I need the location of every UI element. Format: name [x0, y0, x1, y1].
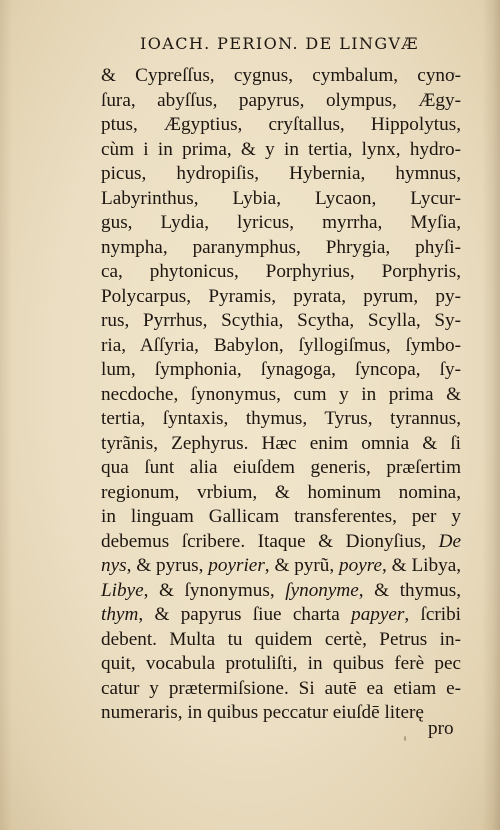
- text-segment: debemus ſcribere. Itaque & Dionyſius,: [101, 530, 439, 552]
- text-line: [101, 701, 461, 726]
- text-line: [101, 187, 461, 212]
- text-line: [101, 285, 461, 310]
- text-line: [101, 162, 461, 187]
- italic-word: De: [438, 530, 461, 552]
- text-segment: Polycarpus, Pyramis, pyrata, pyrum, py-: [101, 285, 461, 307]
- text-line: [101, 138, 461, 163]
- text-line: [101, 677, 461, 702]
- text-line: [101, 236, 461, 261]
- text-segment: , & papyrus ſiue charta: [138, 604, 352, 625]
- text-line: [101, 628, 461, 653]
- text-line: [101, 89, 461, 114]
- text-segment: catur y prætermiſsione. Si autē ea etiam e-: [101, 677, 461, 699]
- text-line: [101, 554, 461, 579]
- text-segment: ptus, Ægyptius, cryſtallus, Hippolytus,: [101, 114, 461, 135]
- text-line: [101, 432, 461, 457]
- text-segment: necdoche, ſynonymus, cum y in prima &: [101, 383, 461, 405]
- text-line: [101, 334, 461, 359]
- gutter-shadow: [0, 0, 12, 830]
- text-segment: , & Libya,: [382, 555, 462, 576]
- ink-speck: [404, 736, 406, 741]
- text-line: [101, 113, 461, 138]
- text-segment: rus, Pyrrhus, Scythia, Scytha, Scylla, Sy-: [101, 310, 461, 331]
- text-line: [101, 211, 461, 236]
- running-head: IOACH. PERION. DE LINGVÆ: [140, 34, 419, 53]
- italic-word: nys: [101, 555, 127, 576]
- text-line: [101, 652, 461, 677]
- text-segment: tertia, ſyntaxis, thymus, Tyrus, tyrannus,: [101, 408, 461, 429]
- text-segment: debent. Multa tu quidem certè, Petrus in-: [101, 628, 461, 650]
- text-segment: numeraris, in quibus peccatur eiuſdē literę: [101, 702, 424, 723]
- text-segment: qua ſunt alia eiuſdem generis, præſertim: [101, 457, 461, 478]
- text-segment: tyrãnis, Zephyrus. Hæc enim omnia & ſi: [101, 432, 461, 454]
- text-segment: Labyrinthus, Lybia, Lycaon, Lycur-: [101, 187, 461, 209]
- text-segment: lum, ſymphonia, ſynagoga, ſyncopa, ſy-: [101, 359, 461, 380]
- text-segment: , & thymus,: [358, 579, 461, 601]
- text-segment: ria, Aſſyria, Babylon, ſyllogiſmus, ſymbo-: [101, 334, 461, 356]
- text-segment: , & ſynonymus,: [143, 579, 286, 601]
- text-segment: gus, Lydia, lyricus, myrrha, Myſia,: [101, 212, 461, 233]
- text-segment: quit, vocabula protuliſti, in quibus ferè pec: [101, 653, 461, 674]
- text-line: [101, 64, 461, 89]
- text-line: [101, 358, 461, 383]
- text-segment: picus, hydropiſis, Hybernia, hymnus,: [101, 163, 461, 184]
- text-segment: ca, phytonicus, Porphyrius, Porphyris,: [101, 261, 461, 282]
- text-line: [101, 309, 461, 334]
- text-line: [101, 505, 461, 530]
- text-segment: cùm i in prima, & y in tertia, lynx, hydro-: [101, 138, 461, 160]
- body-text: [101, 64, 461, 726]
- text-segment: ſura, abyſſus, papyrus, olympus, Ægy-: [101, 89, 461, 111]
- text-line: [101, 260, 461, 285]
- ink-speck: [452, 72, 455, 75]
- text-segment: , & pyrus,: [126, 555, 209, 576]
- catchword: pro: [428, 718, 454, 739]
- italic-word: poyrier: [208, 555, 265, 576]
- italic-word: ſynonyme: [285, 579, 359, 601]
- text-line: [101, 481, 461, 506]
- text-segment: in linguam Gallicam transferentes, per y: [101, 506, 461, 527]
- text-segment: , & pyrũ,: [264, 555, 340, 576]
- italic-word: Libye: [101, 579, 144, 601]
- page-edge-shadow: [482, 0, 500, 830]
- text-segment: & Cypreſſus, cygnus, cymbalum, cyno-: [101, 65, 461, 86]
- text-line: [101, 530, 461, 555]
- italic-word: papyer: [351, 604, 405, 625]
- italic-word: thym: [101, 604, 139, 625]
- text-line: [101, 383, 461, 408]
- text-line: [101, 407, 461, 432]
- text-line: [101, 579, 461, 604]
- text-segment: nympha, paranymphus, Phrygia, phyſi-: [101, 236, 461, 258]
- text-segment: regionum, vrbium, & hominum nomina,: [101, 481, 461, 503]
- text-line: [101, 456, 461, 481]
- italic-word: poyre: [339, 555, 383, 576]
- text-line: [101, 603, 461, 628]
- text-segment: , ſcribi: [404, 604, 461, 625]
